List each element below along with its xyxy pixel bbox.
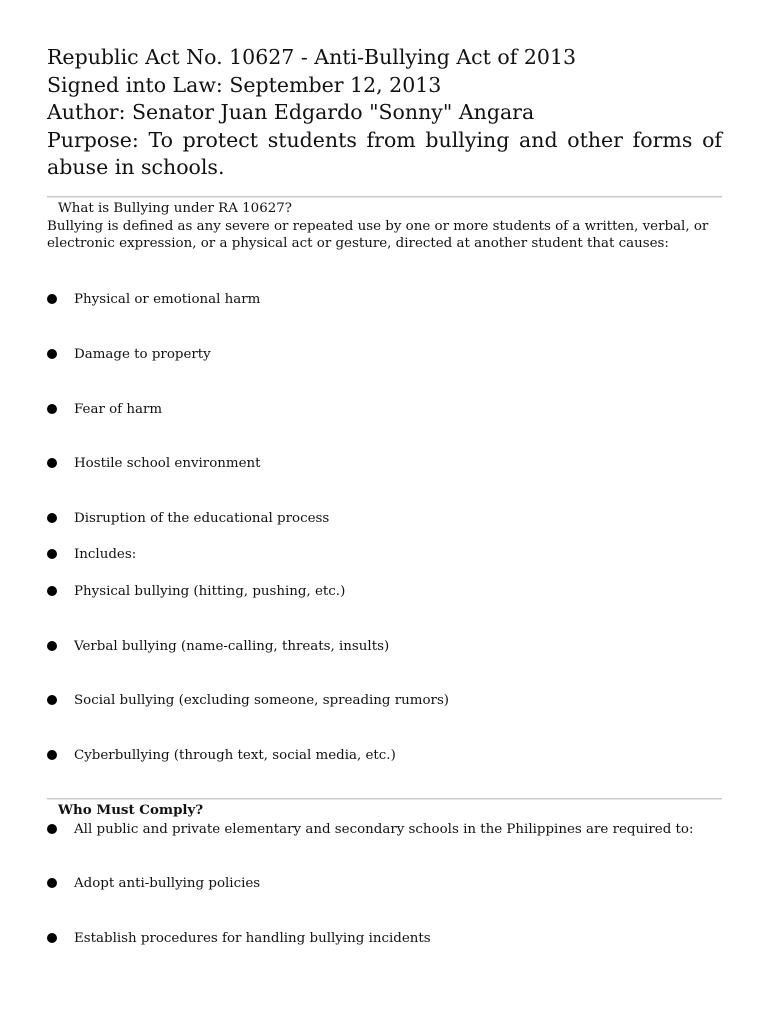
- bullet-icon: [47, 586, 57, 596]
- bullet-icon: [47, 750, 57, 760]
- act-title: Republic Act No. 10627 - Anti-Bullying Act of 2013: [47, 45, 577, 69]
- definition-block: [47, 200, 722, 253]
- list-item-label: Establish procedures for handling bullying incidents: [74, 931, 431, 946]
- list-item-label: Physical or emotional harm: [74, 292, 261, 307]
- list-item-label: Verbal bullying (name-calling, threats, insults): [74, 639, 390, 654]
- bullet-icon: [47, 458, 57, 468]
- list-item-label: Damage to property: [74, 347, 211, 362]
- list-item: [47, 546, 722, 564]
- document-header: [47, 44, 722, 182]
- list-item-label: Includes:: [74, 547, 137, 562]
- section-divider: [47, 798, 722, 800]
- list-item: [47, 510, 722, 528]
- bullet-icon: [47, 641, 57, 651]
- list-item: [47, 692, 722, 710]
- list-item-label: Disruption of the educational process: [74, 511, 330, 526]
- bullet-icon: [47, 824, 57, 834]
- list-item-label: Social bullying (excluding someone, spreading rumors): [74, 693, 450, 708]
- bullet-icon: [47, 404, 57, 414]
- list-item-label: Hostile school environment: [74, 456, 261, 471]
- list-item: [47, 455, 722, 473]
- list-item: [47, 401, 722, 419]
- definition-text: Bullying is defined as any severe or repeated use by one or more students of a written, verbal, or electronic expression, or a physical act or gesture, directed at another student that causes:: [47, 218, 709, 251]
- purpose: Purpose: To protect students from bullying and other forms of abuse in schools.: [47, 127, 722, 179]
- list-item: [47, 930, 722, 948]
- list-item: [47, 583, 722, 601]
- list-item-label: Physical bullying (hitting, pushing, etc.): [74, 584, 346, 599]
- bullet-icon: [47, 878, 57, 888]
- compliance-heading: Who Must Comply?: [58, 802, 204, 818]
- list-item-label: Fear of harm: [74, 402, 163, 417]
- section-divider: [47, 196, 722, 198]
- list-item: [47, 821, 722, 839]
- list-item-label: Cyberbullying (through text, social media, etc.): [74, 748, 396, 763]
- bullet-icon: [47, 549, 57, 559]
- author: Author: Senator Juan Edgardo "Sonny" Angara: [47, 100, 535, 124]
- bullet-icon: [47, 349, 57, 359]
- list-item-label: All public and private elementary and secondary schools in the Philippines are required to:: [74, 822, 694, 837]
- bullet-icon: [47, 513, 57, 523]
- list-item: [47, 346, 722, 364]
- list-item: [47, 747, 722, 765]
- signed-date: Signed into Law: September 12, 2013: [47, 72, 442, 97]
- bullet-icon: [47, 294, 57, 304]
- list-item: [47, 638, 722, 656]
- definition-question: What is Bullying under RA 10627?: [58, 201, 292, 216]
- list-item: [47, 875, 722, 893]
- list-item: [47, 291, 722, 309]
- bullet-icon: [47, 933, 57, 943]
- list-item-label: Adopt anti-bullying policies: [74, 876, 261, 891]
- bullet-icon: [47, 695, 57, 705]
